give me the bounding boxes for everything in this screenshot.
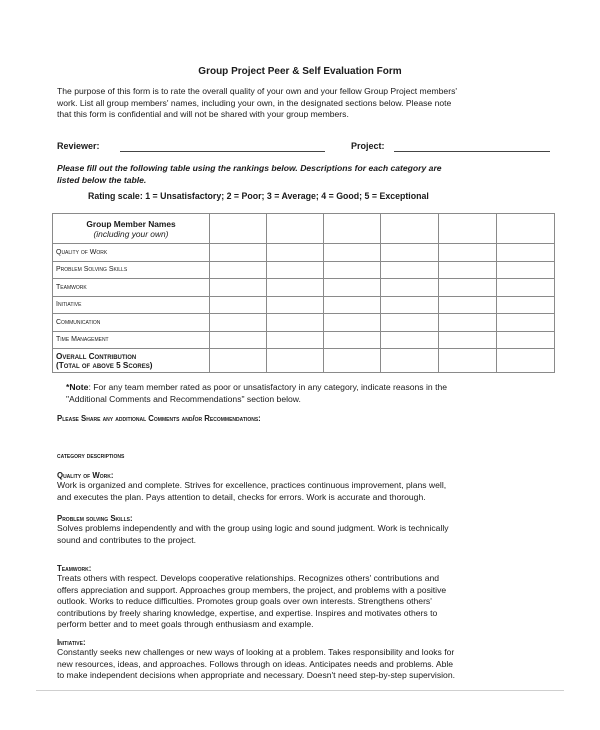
member-name-cell[interactable]: [381, 214, 439, 244]
total-cell[interactable]: [210, 349, 267, 373]
score-cell[interactable]: [381, 296, 439, 314]
table-header-row: [53, 214, 555, 244]
row-label: Initiative: [53, 296, 210, 314]
member-name-cell[interactable]: [324, 214, 381, 244]
category-line: and executes the plan. Pays attention to detail, checks for errors. Work is accurate and thorough.: [57, 491, 426, 502]
instructions-line: Please fill out the following table using the rankings below. Descriptions for each category are: [57, 163, 442, 173]
score-cell[interactable]: [439, 331, 497, 349]
score-cell[interactable]: [497, 244, 555, 262]
category-line: to make independent decisions when appropriate and necessary. Doesn't need step-by-step supervision.: [57, 670, 455, 680]
note-text: : For any team member rated as poor or unsatisfactory in any category, indicate reasons in the: [88, 382, 448, 392]
note-line: [66, 382, 447, 394]
score-cell[interactable]: [381, 279, 439, 297]
category-line: Solves problems independently and with the group using logic and sound judgment. Work is technically: [57, 523, 449, 533]
member-name-cell[interactable]: [439, 214, 497, 244]
category-line: offers appreciation and support. Approaches group members, the project, and problems with a positive: [57, 584, 447, 595]
score-cell[interactable]: [210, 261, 267, 279]
evaluation-table: [52, 213, 555, 373]
rating-scale: Rating scale: 1 = Unsatisfactory; 2 = Poor; 3 = Average; 4 = Good; 5 = Exceptional: [88, 191, 429, 201]
total-cell[interactable]: [267, 349, 324, 373]
category-line: Treats others with respect. Develops cooperative relationships. Recognizes others' contributions and: [57, 573, 440, 583]
score-cell[interactable]: [267, 261, 324, 279]
total-cell[interactable]: [324, 349, 381, 373]
total-sublabel: (Total of above 5 Scores): [56, 360, 153, 370]
instructions-line: listed below the table.: [57, 174, 147, 185]
score-cell[interactable]: [210, 244, 267, 262]
project-label: Project:: [351, 141, 385, 151]
row-label: Problem Solving Skills: [53, 261, 210, 279]
category-line: contributions by freely sharing knowledge, expertise, and expertise. Inspires and motivates others to: [57, 607, 438, 618]
total-cell[interactable]: [497, 349, 555, 373]
score-cell[interactable]: [497, 331, 555, 349]
member-name-cell[interactable]: [267, 214, 324, 244]
score-cell[interactable]: [210, 331, 267, 349]
category-teamwork: [57, 564, 446, 631]
purpose-paragraph: [57, 86, 457, 121]
score-cell[interactable]: [439, 261, 497, 279]
table-row: [53, 314, 555, 332]
instructions: [57, 163, 442, 186]
score-cell[interactable]: [381, 244, 439, 262]
score-cell[interactable]: [324, 244, 381, 262]
purpose-line: work. List all group members' names, including your own, in the designated sections below. Please note: [57, 97, 452, 108]
score-cell[interactable]: [210, 296, 267, 314]
table-row: [53, 261, 555, 279]
category-initiative: [57, 638, 455, 682]
score-cell[interactable]: [324, 314, 381, 332]
note: [66, 382, 447, 405]
score-cell[interactable]: [381, 331, 439, 349]
total-cell[interactable]: [381, 349, 439, 373]
score-cell[interactable]: [381, 314, 439, 332]
table-row: [53, 279, 555, 297]
note-line: "Additional Comments and Recommendations" section below.: [66, 393, 301, 404]
category-line: Work is organized and complete. Strives for excellence, practices continuous improvement, plans well,: [57, 480, 447, 490]
category-line: sound and contributes to the project.: [57, 534, 197, 545]
table-row: [53, 244, 555, 262]
row-label: Teamwork: [53, 279, 210, 297]
category-problem-solving: [57, 514, 449, 546]
table-row: [53, 296, 555, 314]
score-cell[interactable]: [497, 296, 555, 314]
header-main: Group Member Names: [86, 218, 176, 229]
score-cell[interactable]: [267, 314, 324, 332]
purpose-line: The purpose of this form is to rate the overall quality of your own and your fellow Group Project members': [57, 86, 458, 96]
header-sub: (including your own): [93, 228, 169, 239]
category-title: Problem solving Skills:: [57, 514, 133, 523]
score-cell[interactable]: [267, 279, 324, 297]
total-row: [53, 349, 555, 373]
score-cell[interactable]: [497, 314, 555, 332]
row-label: Time Management: [53, 331, 210, 349]
project-field[interactable]: [394, 151, 550, 152]
reviewer-field[interactable]: [120, 151, 325, 152]
purpose-line: that this form is confidential and will not be shared with your group members.: [57, 109, 349, 120]
score-cell[interactable]: [324, 279, 381, 297]
score-cell[interactable]: [381, 261, 439, 279]
score-cell[interactable]: [439, 244, 497, 262]
category-line: perform better and to meet goals through enthusiasm and example.: [57, 619, 314, 629]
category-line: outlook. Works to reduce difficulties. Promotes group goals over own interests. Strengthens others': [57, 596, 432, 606]
score-cell[interactable]: [497, 261, 555, 279]
score-cell[interactable]: [324, 331, 381, 349]
category-title: Quality of Work:: [57, 471, 114, 480]
category-quality: [57, 471, 446, 503]
score-cell[interactable]: [267, 296, 324, 314]
score-cell[interactable]: [497, 279, 555, 297]
score-cell[interactable]: [439, 279, 497, 297]
total-label-cell: [53, 349, 210, 373]
score-cell[interactable]: [439, 296, 497, 314]
score-cell[interactable]: [267, 244, 324, 262]
table-row: [53, 331, 555, 349]
total-cell[interactable]: [439, 349, 497, 373]
reviewer-label: Reviewer:: [57, 141, 100, 151]
category-title: Teamwork:: [57, 564, 92, 573]
row-label: Quality of Work: [53, 244, 210, 262]
note-label: *Note: [66, 382, 89, 392]
category-heading: category descriptions: [57, 451, 125, 460]
member-name-cell[interactable]: [210, 214, 267, 244]
category-line: new resources, ideas, and approaches. Follows through on ideas. Anticipates needs and problems. Able: [57, 658, 454, 669]
row-label: Communication: [53, 314, 210, 332]
score-cell[interactable]: [210, 279, 267, 297]
member-name-cell[interactable]: [497, 214, 555, 244]
table-header-cell: [53, 214, 210, 244]
total-label: Overall Contribution: [56, 351, 137, 361]
category-line: Constantly seeks new challenges or new ways of looking at a problem. Takes responsibility and looks for: [57, 647, 455, 657]
score-cell[interactable]: [439, 314, 497, 332]
score-cell[interactable]: [324, 261, 381, 279]
category-title: Initiative:: [57, 638, 86, 647]
footer-divider: [36, 690, 564, 691]
score-cell[interactable]: [267, 331, 324, 349]
score-cell[interactable]: [324, 296, 381, 314]
share-heading: Please Share any additional Comments and/or Recommendations:: [57, 414, 261, 423]
form-title: Group Project Peer & Self Evaluation Form: [198, 66, 402, 77]
score-cell[interactable]: [210, 314, 267, 332]
